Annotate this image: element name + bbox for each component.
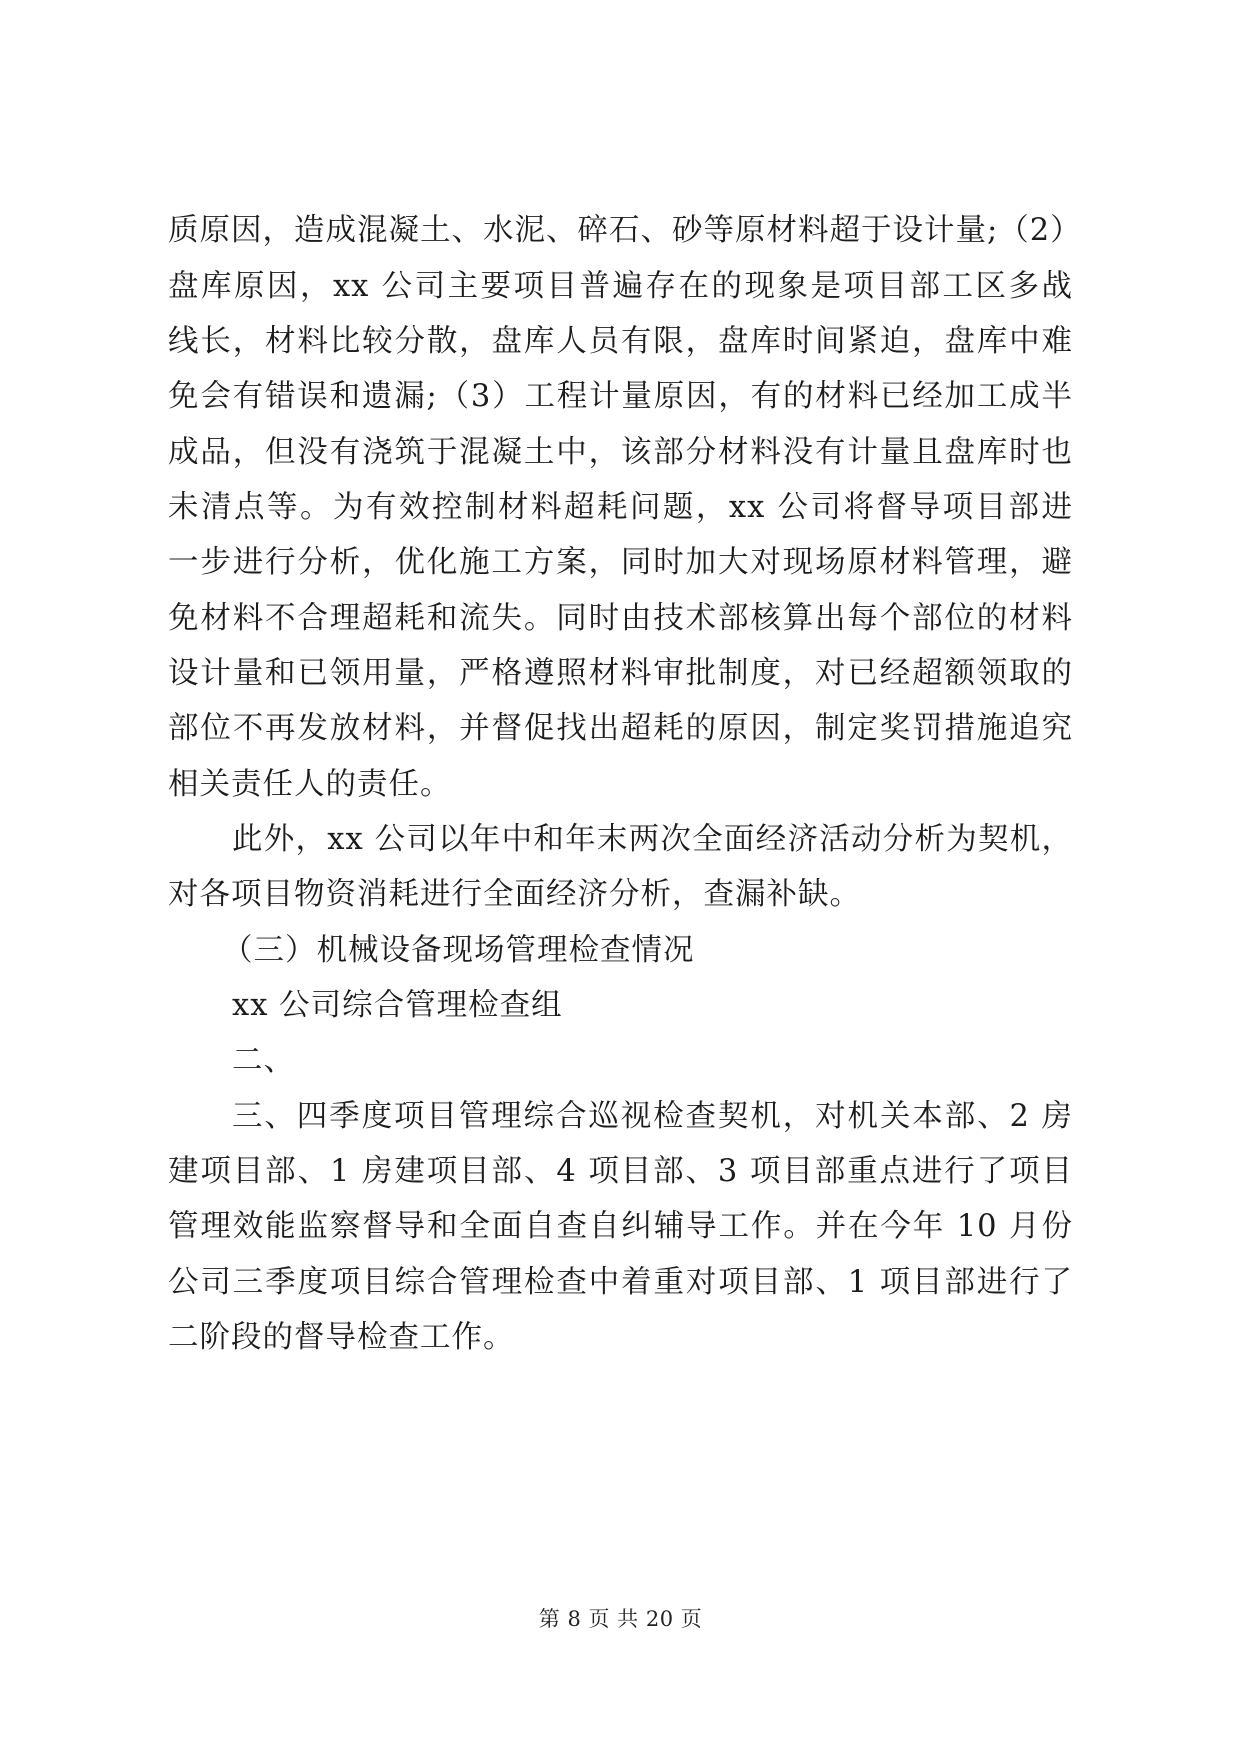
page-number-footer: 第 8 页 共 20 页 bbox=[538, 1607, 703, 1631]
body-text-line: 此外，xx 公司以年中和年末两次全面经济活动分析为契机， bbox=[232, 822, 1073, 857]
body-text-line: 免会有错误和遗漏;（3）工程计量原因，有的材料已经加工成半 bbox=[168, 379, 1073, 414]
body-text-line: 一步进行分析，优化施工方案，同时加大对现场原材料管理，避 bbox=[168, 545, 1073, 580]
body-text-line: 线长，材料比较分散，盘库人员有限，盘库时间紧迫，盘库中难 bbox=[168, 324, 1073, 359]
section-heading: （三）机械设备现场管理检查情况 bbox=[222, 933, 695, 968]
body-text-line: 建项目部、1 房建项目部、4 项目部、3 项目部重点进行了项目 bbox=[168, 1154, 1073, 1189]
list-marker: 二、 bbox=[232, 1043, 295, 1078]
body-text-line: 三、四季度项目管理综合巡视检查契机，对机关本部、2 房 bbox=[232, 1099, 1073, 1134]
body-text-line: 质原因，造成混凝土、水泥、碎石、砂等原材料超于设计量;（2） bbox=[168, 213, 1082, 248]
body-text-line: 相关责任人的责任。 bbox=[168, 767, 452, 802]
body-text-line: 二阶段的督导检查工作。 bbox=[168, 1320, 515, 1355]
body-text-line: 管理效能监察督导和全面自查自纠辅导工作。并在今年 10 月份 bbox=[168, 1209, 1073, 1244]
body-text-line: 设计量和已领用量，严格遵照材料审批制度，对已经超额领取的 bbox=[168, 656, 1073, 691]
signature-line: xx 公司综合管理检查组 bbox=[232, 988, 563, 1023]
body-text-line: 成品，但没有浇筑于混凝土中，该部分材料没有计量且盘库时也 bbox=[168, 435, 1073, 470]
body-text-line: 未清点等。为有效控制材料超耗问题，xx 公司将督导项目部进 bbox=[168, 490, 1073, 525]
body-text-line: 盘库原因，xx 公司主要项目普遍存在的现象是项目部工区多战 bbox=[168, 269, 1073, 304]
body-text-line: 对各项目物资消耗进行全面经济分析，查漏补缺。 bbox=[168, 877, 861, 912]
body-text-line: 部位不再发放材料，并督促找出超耗的原因，制定奖罚措施追究 bbox=[168, 711, 1073, 746]
body-text-line: 免材料不合理超耗和流失。同时由技术部核算出每个部位的材料 bbox=[168, 601, 1073, 636]
body-text-line: 公司三季度项目综合管理检查中着重对项目部、1 项目部进行了 bbox=[168, 1265, 1073, 1300]
